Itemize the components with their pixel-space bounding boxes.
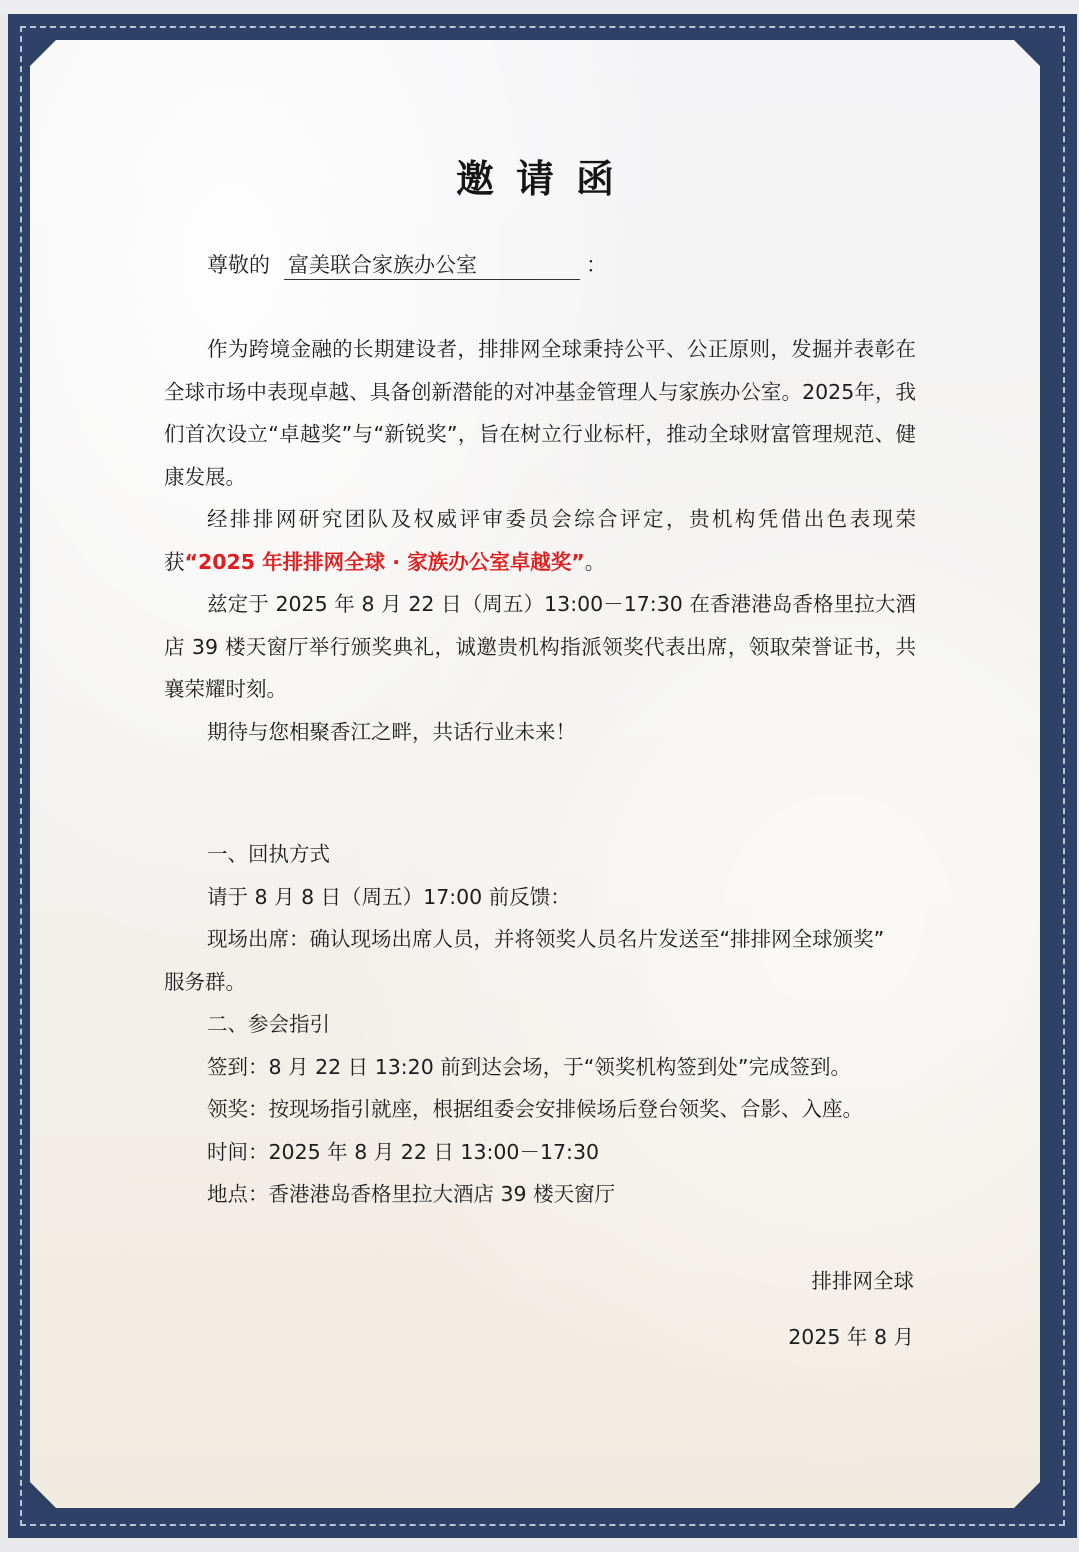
intro-paragraph: 作为跨境金融的长期建设者，排排网全球秉持公平、公正原则，发掘并表彰在全球市场中表现卓越、具备创新潜能的对冲基金管理人与家族办公室。2025年，我们首次设立“卓越奖”与“新锐奖”，旨在树立行业标杆，推动全球财富管理规范、健康发展。 [164,337,916,489]
award-end: 。 [584,549,606,574]
award-intro: 经排排网研究团队及权威评审委员会综合评定，贵机构凭借出色表现荣获 [164,507,916,574]
event-venue: 地点：香港港岛香格里拉大酒店 39 楼天窗厅 [207,1182,616,1206]
award-name: “2025 年排排网全球 · 家族办公室卓越奖” [184,549,585,574]
salutation-colon: ： [586,253,607,277]
letter-body [164,328,916,753]
instructions-section [164,833,924,1216]
ceremony-paragraph: 兹定于 2025 年 8 月 22 日（周五）13:00－17:30 在香港港岛香格里拉大酒店 39 楼天窗厅举行颁奖典礼，诚邀贵机构指派领奖代表出席，领取荣誉证书，共襄荣耀时刻。 [164,592,916,701]
salutation-prefix: 尊敬的 [207,253,270,277]
corner-ornament [1014,1482,1040,1508]
award-procedure: 领奖：按现场指引就座，根据组委会安排候场后登台领奖、合影、入座。 [207,1097,863,1121]
letter-title: 邀请函 [455,156,636,201]
reply-deadline: 请于 8 月 8 日（周五）17:00 前反馈： [207,884,571,909]
letter-paper [30,40,1040,1508]
event-time: 时间：2025 年 8 月 22 日 13:00－17:30 [207,1139,600,1164]
signature-date: 2025 年 8 月 [788,1325,914,1349]
attend-instruction-cont: 服务群。 [164,969,246,994]
checkin-instruction: 签到：8 月 22 日 13:20 前到达会场，于“领奖机构签到处”完成签到。 [207,1054,852,1079]
top-strip [0,0,1079,14]
corner-ornament [30,40,56,66]
attend-instruction: 现场出席：确认现场出席人员，并将领奖人员名片发送至“排排网全球颁奖” [207,927,885,951]
corner-ornament [30,1482,56,1508]
section1-heading: 一、回执方式 [207,842,330,866]
section2-heading: 二、参会指引 [207,1012,330,1036]
award-paragraph [164,498,916,583]
corner-ornament [1014,40,1040,66]
signature-organization: 排排网全球 [811,1269,914,1293]
salutation [207,250,607,280]
recipient-name: 富美联合家族办公室 [284,251,580,280]
closing-paragraph: 期待与您相聚香江之畔，共话行业未来！ [207,719,576,744]
